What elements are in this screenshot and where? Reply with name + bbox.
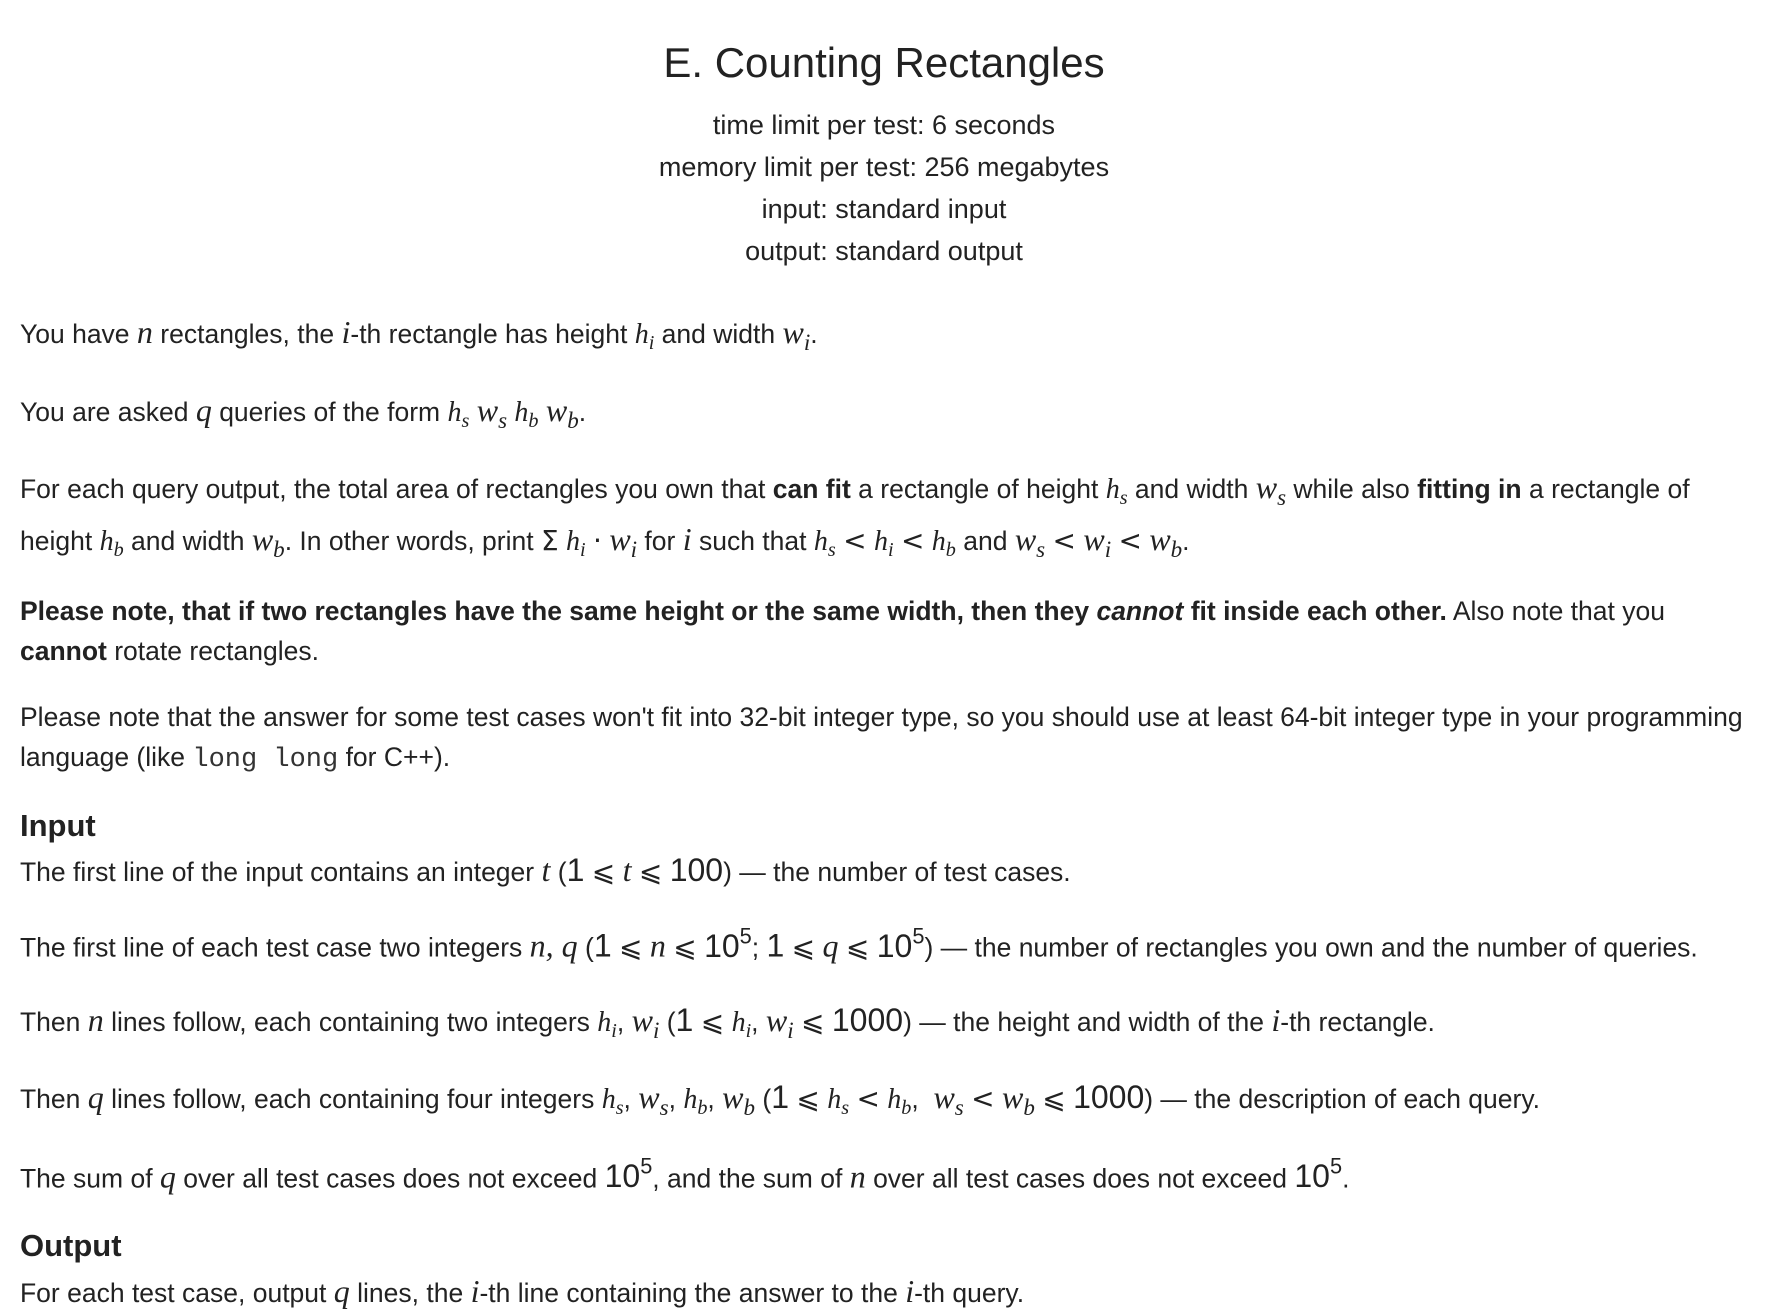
text: ( xyxy=(550,857,567,888)
text: For each test case, output xyxy=(20,1277,334,1308)
math-hb: $h_b$ xyxy=(887,1084,912,1120)
text: . xyxy=(1342,1163,1350,1194)
legend-paragraph-1 xyxy=(20,308,1748,359)
lt-symbol: < xyxy=(1052,523,1076,557)
power-10-5: $10^5$ xyxy=(876,923,925,964)
text: while also xyxy=(1286,474,1418,505)
text: ) — the number of test cases. xyxy=(723,857,1071,888)
input-paragraph-4: Then q lines follow, each containing four integers $h_s$, $w_s$, $h_b$, $w_b$ (1 ⩽ $h_s < h_b$, $w_s < w_b$ ⩽ 1000) — the description of each query. xyxy=(20,1079,1540,1121)
input-paragraph-5 xyxy=(20,1151,1748,1200)
math-q: q xyxy=(195,391,212,428)
le-symbol: ⩽ xyxy=(796,1082,820,1116)
le-symbol: ⩽ xyxy=(591,855,616,889)
power-10-5: $10^5$ xyxy=(704,923,752,964)
text: rectangles, the xyxy=(152,319,342,350)
output-section-title: Output xyxy=(20,1228,122,1264)
input-paragraph-1 xyxy=(20,846,1748,894)
math-i: i xyxy=(470,1272,480,1309)
math-i: i xyxy=(1271,1001,1281,1038)
lt-symbol: < xyxy=(971,1082,995,1116)
math-i: i xyxy=(682,520,692,557)
le-symbol: ⩽ xyxy=(700,1004,725,1038)
text: The first line of each test case two integers xyxy=(20,932,530,963)
math-w-i: $w_i$ xyxy=(782,314,811,356)
text: For each query output, the total area of rectangles you own that xyxy=(20,474,773,505)
math-i: i xyxy=(341,314,351,351)
output-file: output: standard output xyxy=(745,236,1023,267)
text: ) — the description of each query. xyxy=(1144,1084,1540,1115)
input-paragraph-3: Then n lines follow, each containing two integers $h_i$, $w_i$ (1 ⩽ $h_i$, $w_i$ ⩽ 1000) — the height and width of the i-th rectangle. xyxy=(20,1001,1435,1043)
le-symbol: ⩽ xyxy=(845,930,870,964)
text: ; xyxy=(751,932,767,963)
math-ws: $w_s$ xyxy=(933,1079,964,1121)
math-hb: $h_b$ xyxy=(514,396,539,432)
text: You have xyxy=(20,319,137,350)
output-paragraph-1 xyxy=(20,1267,1748,1315)
text: Please note that the answer for some test cases won't fit into 32-bit integer type, so you should use at least 64-bit integer type in your programming language (like xyxy=(20,701,1743,772)
math-wb: $w_b$ xyxy=(722,1079,755,1121)
text: lines follow, each containing four integers xyxy=(103,1084,602,1115)
math-n-q: n, q xyxy=(529,927,578,964)
math-n: n xyxy=(649,927,666,964)
math-hs: $h_s$ xyxy=(447,396,470,432)
text: for xyxy=(637,525,683,556)
legend-paragraph-3 xyxy=(20,463,1748,566)
sigma-symbol: Σ xyxy=(540,523,559,557)
math-w-i: $w_i$ xyxy=(631,1001,660,1043)
math-h-i: $h_i$ xyxy=(566,525,586,561)
math-q: q xyxy=(159,1158,176,1195)
math-wb: $w_b$ xyxy=(251,520,285,562)
lt-symbol: < xyxy=(1118,523,1142,557)
text: The sum of xyxy=(20,1163,160,1194)
text: and width xyxy=(123,525,252,556)
number: 1000 xyxy=(1073,1079,1145,1116)
legend xyxy=(20,308,1748,780)
le-symbol: ⩽ xyxy=(1042,1082,1066,1116)
text: lines, the xyxy=(349,1277,471,1308)
memory-limit: memory limit per test: 256 megabytes xyxy=(658,152,1110,183)
math-hb: $h_b$ xyxy=(931,525,956,561)
math-ws: $w_s$ xyxy=(476,391,508,433)
math-wb: $w_b$ xyxy=(1149,520,1183,562)
math-i: i xyxy=(905,1272,915,1309)
text: queries of the form xyxy=(211,396,448,427)
legend-paragraph-5 xyxy=(20,698,1748,780)
legend-paragraph-2 xyxy=(20,386,1748,437)
power-10-5: $10^5$ xyxy=(1294,1153,1343,1195)
math-n: n xyxy=(849,1158,866,1195)
dot-symbol: · xyxy=(593,523,602,557)
text: and width xyxy=(654,319,783,350)
text: , and the sum of xyxy=(652,1163,850,1194)
math-ws: $w_s$ xyxy=(1255,469,1287,511)
math-h-i: $h_i$ xyxy=(731,1006,752,1042)
lt-symbol: < xyxy=(843,523,867,557)
math-h-i: $h_i$ xyxy=(634,319,655,355)
text: -th rectangle. xyxy=(1280,1006,1435,1037)
text: for C++). xyxy=(338,741,451,772)
math-n: n xyxy=(87,1001,104,1038)
code-long-long: long long xyxy=(192,744,339,775)
text: -th line containing the answer to the xyxy=(479,1277,906,1308)
math-wb: $w_b$ xyxy=(1001,1079,1035,1121)
number: 1 xyxy=(771,1079,789,1116)
math-h-i: $h_i$ xyxy=(873,525,894,561)
output-specification xyxy=(20,1226,1748,1314)
bold-can-fit: can fit xyxy=(772,474,851,505)
number: 1 xyxy=(766,927,785,964)
text: . xyxy=(810,319,818,350)
text: The first line of the input contains an integer xyxy=(20,857,542,888)
math-h-i: $h_i$ xyxy=(597,1006,617,1042)
math-hs: $h_s$ xyxy=(827,1084,850,1120)
text: a rectangle of height xyxy=(850,474,1106,505)
text: You are asked xyxy=(20,396,196,427)
math-ws: $w_s$ xyxy=(638,1079,669,1121)
text: over all test cases does not exceed xyxy=(865,1163,1295,1194)
problem-header xyxy=(20,38,1748,272)
bold-note: Please note, that if two rectangles have the same height or the same width, then they cannot fit inside each other. xyxy=(20,596,1447,627)
text: . In other words, print xyxy=(284,525,541,556)
input-paragraph-2 xyxy=(20,920,1748,969)
text: rotate rectangles. xyxy=(106,636,319,667)
math-q: q xyxy=(822,927,839,964)
math-hs: $h_s$ xyxy=(813,525,836,561)
text: ) — the number of rectangles you own and the number of queries. xyxy=(924,932,1698,963)
lt-symbol: < xyxy=(900,523,925,557)
number: 1000 xyxy=(831,1001,904,1038)
text: lines follow, each containing two integers xyxy=(103,1006,598,1037)
text: Then xyxy=(20,1084,88,1115)
math-w-i: $w_i$ xyxy=(765,1001,794,1043)
le-symbol: ⩽ xyxy=(673,930,697,964)
math-w-i: $w_i$ xyxy=(1083,520,1112,562)
input-section-title: Input xyxy=(20,808,96,844)
math-n: n xyxy=(136,314,153,351)
math-q: q xyxy=(333,1272,350,1309)
text: . xyxy=(1182,525,1190,556)
math-hs: $h_s$ xyxy=(601,1084,624,1120)
math-ws: $w_s$ xyxy=(1014,520,1046,562)
le-symbol: ⩽ xyxy=(791,930,816,964)
text: Then xyxy=(20,1006,88,1037)
le-symbol: ⩽ xyxy=(801,1004,825,1038)
power-10-5: $10^5$ xyxy=(604,1153,653,1195)
bold-fitting-in: fitting in xyxy=(1417,474,1522,505)
bold-cannot: cannot xyxy=(20,636,107,667)
math-wb: $w_b$ xyxy=(545,391,579,433)
problem-title: E. Counting Rectangles xyxy=(663,39,1105,86)
text: ) — the height and width of the xyxy=(903,1006,1272,1037)
number: 100 xyxy=(669,852,724,889)
number: 1 xyxy=(593,927,612,964)
math-q: q xyxy=(87,1079,104,1116)
math-t: t xyxy=(541,852,551,889)
legend-paragraph-4 xyxy=(20,592,1748,672)
lt-symbol: < xyxy=(856,1082,880,1116)
number: 1 xyxy=(566,852,585,889)
math-w-i: $w_i$ xyxy=(609,520,638,562)
text: ( xyxy=(577,932,594,963)
text: and width xyxy=(1127,474,1256,505)
text: a rectangle of height xyxy=(20,474,1690,556)
text: -th query. xyxy=(914,1277,1025,1308)
le-symbol: ⩽ xyxy=(619,930,643,964)
text: and xyxy=(955,525,1015,556)
text: Also note that you xyxy=(1446,596,1665,627)
math-hs: $h_s$ xyxy=(1105,474,1128,510)
le-symbol: ⩽ xyxy=(638,855,663,889)
text: . xyxy=(578,396,587,427)
text: over all test cases does not exceed xyxy=(175,1163,605,1194)
time-limit: time limit per test: 6 seconds xyxy=(712,110,1056,141)
text: such that xyxy=(691,525,814,556)
number: 1 xyxy=(675,1001,694,1038)
input-specification xyxy=(20,806,1748,1200)
text: -th rectangle has height xyxy=(350,319,635,350)
input-file: input: standard input xyxy=(761,194,1007,225)
math-hb: $h_b$ xyxy=(99,525,124,561)
math-t: t xyxy=(622,852,632,889)
math-hb: $h_b$ xyxy=(683,1084,708,1120)
